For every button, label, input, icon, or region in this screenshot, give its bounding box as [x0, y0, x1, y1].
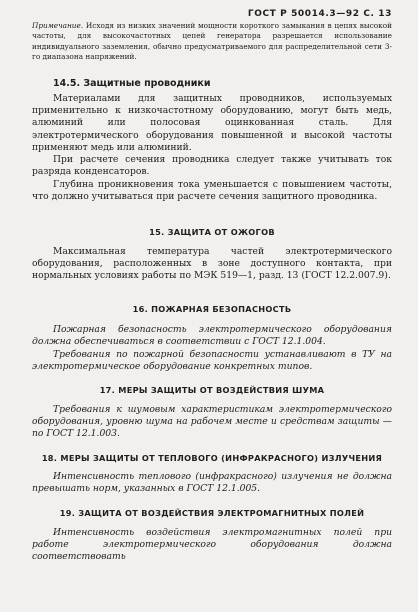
- note-paragraph: [32, 21, 392, 63]
- section-title-17: 17. МЕРЫ ЗАЩИТЫ ОТ ВОЗДЕЙСТВИЯ ШУМА: [99, 385, 325, 395]
- subsection-title-14-5: 14.5. Защитные проводники: [53, 78, 211, 89]
- paragraph-14-5-penetration: Глубина проникновения тока уменьшается с повышением частоты, что должно учитываться при расчете сечения защитного проводника.: [32, 179, 392, 203]
- page-header: ГОСТ Р 50014.3—92 С. 13: [247, 9, 392, 19]
- section-title-16: 16. ПОЖАРНАЯ БЕЗОПАСНОСТЬ: [132, 304, 292, 314]
- section-title-19: 19. ЗАЩИТА ОТ ВОЗДЕЙСТВИЯ ЭЛЕКТРОМАГНИТНЫХ ПОЛЕЙ: [59, 508, 365, 518]
- paragraph-17-noise: Требования к шумовым характеристикам электротермического оборудования, уровню шума на рабочем месте и средствам защиты — по ГОСТ 12.1.003.: [32, 404, 392, 440]
- note-text: Исходя из низких значений мощности короткого замыкания в цепях высокой частоты, для высокочастотных цепей генератора разрешается использование индивидуального заземления, обычно предусматриваемого для распределительной сети 3-го диапазона напряжений.: [32, 21, 392, 62]
- section-title-15: 15. ЗАЩИТА ОТ ОЖОГОВ: [149, 227, 275, 237]
- paragraph-14-5-materials: Материалами для защитных проводников, используемых применительно к низкочастотному оборудованию, могут быть медь, алюминий или полосовая оцинкованная сталь. Для электротермического оборудования повышенной и высокой частоты применяют медь или алюминий.: [32, 93, 392, 153]
- paragraph-15-temperature: Максимальная температура частей электротермического оборудования, расположенных в зоне доступного контакта, при нормальных условиях работы по МЭК 519—1, разд. 13 (ГОСТ 12.2.007.9).: [32, 246, 392, 282]
- paragraph-16-requirements: Требования по пожарной безопасности устанавливают в ТУ на электротермическое оборудование конкретных типов.: [32, 349, 392, 373]
- paragraph-18-radiation: Интенсивность теплового (инфракрасного) излучения не должна превышать норм, указанных в ГОСТ 12.1.005.: [32, 471, 392, 495]
- note-label: Примечание.: [32, 21, 84, 30]
- paragraph-16-fire-safety: Пожарная безопасность электротермического оборудования должна обеспечиваться в соответствии с ГОСТ 12.1.004.: [32, 324, 392, 348]
- paragraph-19-fields: Интенсивность воздействия электромагнитных полей при работе электротермического оборудования должна соответствовать: [32, 527, 392, 563]
- section-title-18: 18. МЕРЫ ЗАЩИТЫ ОТ ТЕПЛОВОГО (ИНФРАКРАСНОГО) ИЗЛУЧЕНИЯ: [41, 453, 383, 463]
- paragraph-14-5-cross-section: При расчете сечения проводника следует также учитывать ток разряда конденсаторов.: [32, 154, 392, 178]
